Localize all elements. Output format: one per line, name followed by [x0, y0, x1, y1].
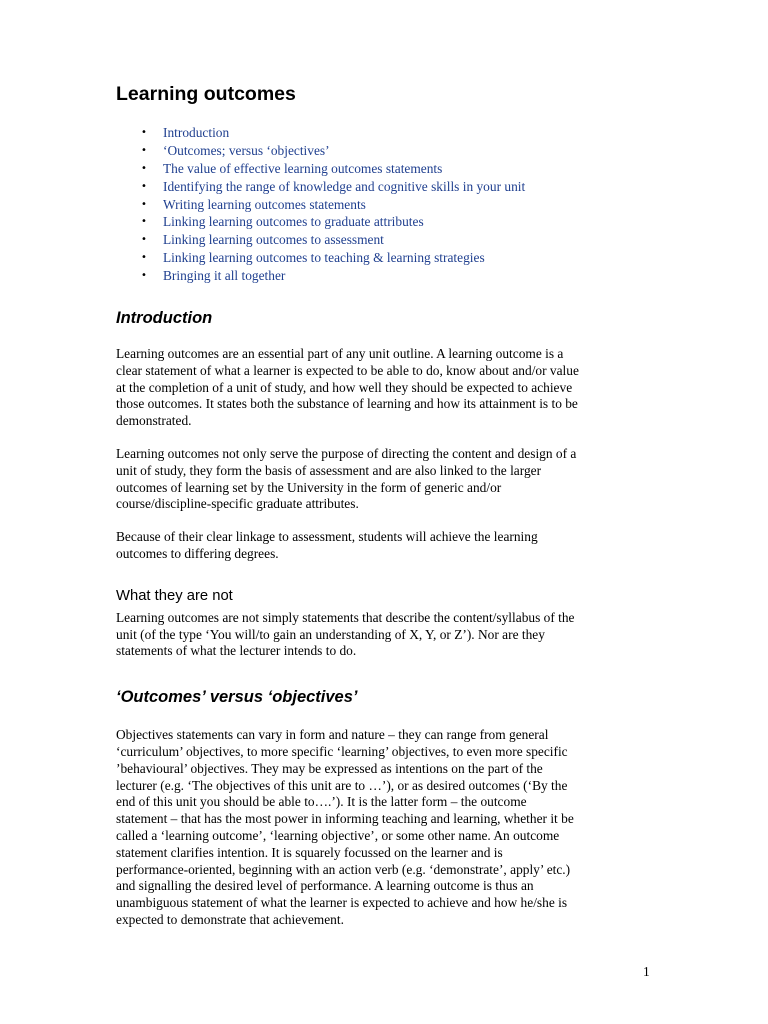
text-line: and signalling the desired level of performance. A learning outcome is thus an — [116, 878, 534, 894]
toc-item-writing[interactable] — [116, 196, 656, 214]
bullet-icon: • — [141, 127, 147, 138]
toc-link[interactable]: Linking learning outcomes to teaching & learning strategies — [163, 250, 485, 266]
text-line: statement – that has the most power in informing teaching and learning, whether it be — [116, 811, 574, 827]
bullet-icon: • — [141, 198, 147, 210]
text-line: course/discipline-specific graduate attributes. — [116, 496, 359, 512]
toc-item-identifying-range[interactable] — [116, 178, 656, 196]
toc-item-graduate-attributes[interactable] — [116, 213, 656, 231]
text-line: lecturer (e.g. ‘The objectives of this unit are to …’), or as desired outcomes (‘By the — [116, 777, 568, 793]
toc-item-bringing-together[interactable] — [116, 267, 656, 285]
bullet-icon: • — [141, 234, 147, 246]
introduction-paragraph-2 — [116, 446, 656, 513]
text-line: at the completion of a unit of study, and how well they should be expected to achieve — [116, 379, 573, 395]
text-line: those outcomes. It states both the substance of learning and how its attainment is to be — [116, 396, 578, 412]
what-they-are-not-paragraph — [116, 610, 656, 660]
text-line: Learning outcomes are an essential part of any unit outline. A learning outcome is a — [116, 346, 564, 362]
bullet-icon: • — [141, 270, 147, 282]
text-line: expected to demonstrate that achievement. — [116, 911, 344, 927]
bullet-icon: • — [141, 216, 147, 228]
text-line: outcomes to differing degrees. — [116, 545, 279, 561]
introduction-paragraph-1 — [116, 346, 656, 430]
toc-item-teaching-strategies[interactable] — [116, 249, 656, 267]
document-title: Learning outcomes — [116, 83, 296, 105]
introduction-paragraph-3 — [116, 529, 656, 563]
text-line: statement clarifies intention. It is squarely focussed on the learner and is — [116, 844, 503, 860]
outcomes-vs-objectives-paragraph — [116, 727, 656, 929]
text-line: Learning outcomes not only serve the purpose of directing the content and design of a — [116, 446, 577, 461]
toc-item-outcomes-vs-objectives[interactable] — [116, 142, 656, 160]
text-line: called a ‘learning outcome’, ‘learning objective’, or some other name. An outcome — [116, 827, 560, 843]
text-line: Because of their clear linkage to assessment, students will achieve the learning — [116, 529, 538, 545]
text-line: clear statement of what a learner is expected to be able to do, know about and/or value — [116, 362, 579, 378]
toc-link[interactable]: Bringing it all together — [163, 268, 286, 284]
toc-item-value[interactable] — [116, 160, 656, 178]
bullet-icon: • — [141, 144, 147, 156]
text-line: performance-oriented, beginning with an action verb (e.g. ‘demonstrate’, apply’ etc.) — [116, 861, 571, 877]
bullet-icon: • — [141, 252, 147, 264]
toc-item-introduction[interactable] — [116, 124, 656, 142]
page-number: 1 — [643, 964, 650, 979]
toc-link[interactable]: Writing learning outcomes statements — [163, 196, 366, 212]
text-line: ‘curriculum’ objectives, to more specific ‘learning’ objectives, to even more specific — [116, 743, 568, 759]
toc-link[interactable]: Linking learning outcomes to graduate attributes — [163, 214, 424, 230]
toc-link[interactable]: ‘Outcomes; versus ‘objectives’ — [163, 142, 330, 158]
text-line: ’behavioural’ objectives. They may be expressed as intentions on the part of the — [116, 760, 543, 776]
page-content — [116, 82, 656, 929]
toc-link[interactable]: Introduction — [163, 125, 230, 140]
text-line: unit of study, they form the basis of assessment and are also linked to the larger — [116, 462, 542, 478]
toc-item-assessment[interactable] — [116, 231, 656, 249]
toc-link[interactable]: Linking learning outcomes to assessment — [163, 232, 384, 248]
text-line: outcomes of learning set by the University in the form of generic and/or — [116, 479, 502, 495]
section-heading-outcomes-vs-objectives: ‘Outcomes’ versus ‘objectives’ — [116, 688, 358, 707]
section-heading-introduction: Introduction — [116, 309, 213, 328]
toc-link[interactable]: The value of effective learning outcomes statements — [163, 160, 443, 176]
text-line: statements of what the lecturer intends to do. — [116, 643, 357, 659]
bullet-icon: • — [141, 162, 147, 174]
subheading-what-they-are-not: What they are not — [116, 587, 233, 604]
text-line: Learning outcomes are not simply statements that describe the content/syllabus of the — [116, 609, 575, 625]
bullet-icon: • — [141, 180, 147, 192]
text-line: demonstrated. — [116, 413, 192, 429]
text-line: Objectives statements can vary in form and nature – they can range from general — [116, 727, 549, 743]
table-of-contents — [116, 124, 656, 285]
text-line: end of this unit you should be able to….’). It is the latter form – the outcome — [116, 794, 527, 810]
text-line: unambiguous statement of what the learner is expected to achieve and how he/she is — [116, 895, 568, 911]
toc-link[interactable]: Identifying the range of knowledge and cognitive skills in your unit — [163, 178, 526, 194]
text-line: unit (of the type ‘You will/to gain an understanding of X, Y, or Z’). Nor are they — [116, 626, 545, 642]
